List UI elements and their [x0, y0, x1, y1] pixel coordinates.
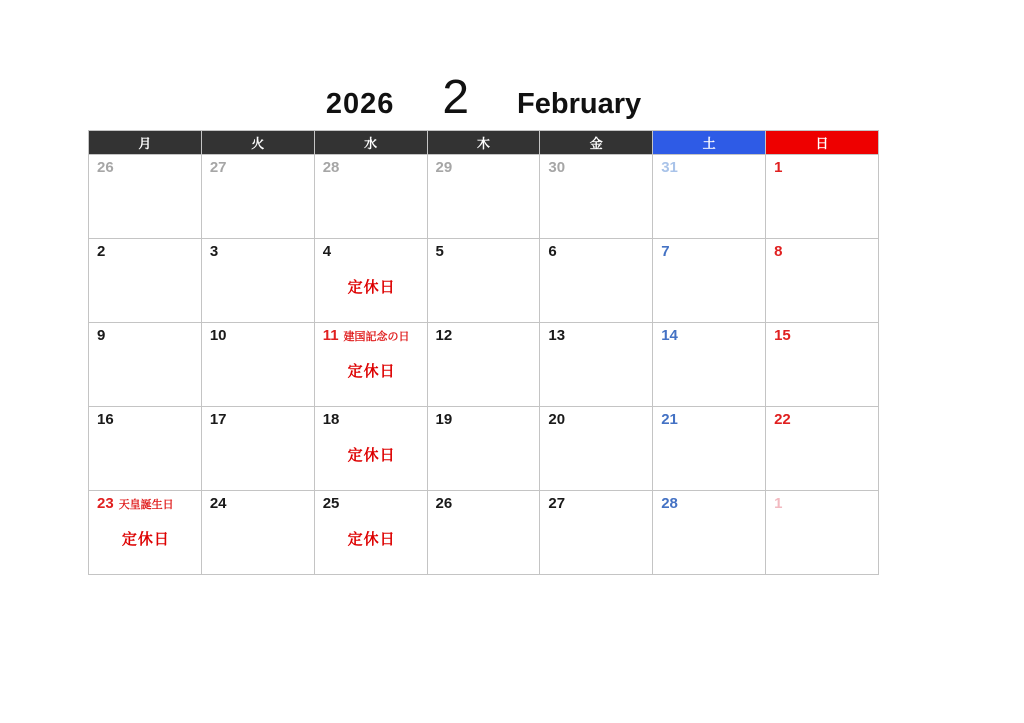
day-cell — [314, 323, 427, 407]
day-cell — [201, 239, 314, 323]
day-cell — [89, 491, 202, 575]
closed-note: 定休日 — [121, 531, 170, 548]
day-number: 7 — [661, 243, 670, 260]
weekday-header-1: 火 — [201, 131, 314, 155]
day-cell — [427, 239, 540, 323]
closed-note: 定休日 — [347, 363, 396, 380]
day-number: 8 — [774, 243, 783, 260]
weekday-header-3: 木 — [427, 131, 540, 155]
day-number: 13 — [548, 327, 566, 344]
weekday-header-5: 土 — [653, 131, 766, 155]
weekday-header-row — [89, 131, 879, 155]
day-cell — [766, 323, 879, 407]
day-cell — [89, 239, 202, 323]
day-cell — [427, 155, 540, 239]
day-cell — [314, 491, 427, 575]
day-number: 11 — [322, 327, 339, 344]
day-number: 16 — [97, 411, 114, 428]
day-number: 25 — [322, 495, 340, 512]
closed-note: 定休日 — [347, 279, 396, 296]
day-cell — [314, 407, 427, 491]
day-number: 20 — [548, 411, 566, 428]
day-cell — [766, 239, 879, 323]
day-number: 30 — [548, 159, 566, 176]
day-number: 24 — [209, 495, 227, 512]
day-cell — [653, 155, 766, 239]
weekday-header-6: 日 — [766, 131, 879, 155]
holiday-label: 天皇誕生日 — [118, 499, 174, 511]
day-cell — [653, 491, 766, 575]
day-number: 31 — [661, 159, 678, 176]
day-number: 21 — [661, 411, 678, 428]
day-number: 2 — [97, 243, 106, 260]
day-cell — [766, 407, 879, 491]
day-number: 1 — [774, 159, 783, 176]
day-cell — [427, 491, 540, 575]
day-cell — [314, 239, 427, 323]
calendar-week-row — [89, 491, 879, 575]
day-cell — [201, 491, 314, 575]
calendar-title — [88, 70, 879, 126]
day-number: 17 — [209, 411, 227, 428]
calendar-table — [88, 130, 879, 575]
day-cell — [89, 323, 202, 407]
day-number: 29 — [435, 159, 453, 176]
day-cell — [201, 323, 314, 407]
calendar-body — [89, 155, 879, 575]
title-month-name: February — [517, 88, 642, 120]
day-number: 6 — [548, 243, 557, 260]
day-cell — [653, 239, 766, 323]
day-number: 4 — [322, 243, 332, 260]
day-number: 27 — [209, 159, 227, 176]
day-number: 5 — [435, 243, 444, 260]
day-cell — [314, 155, 427, 239]
day-number: 3 — [209, 243, 219, 260]
day-cell — [540, 323, 653, 407]
day-number: 28 — [661, 495, 678, 512]
holiday-label: 建国記念の日 — [343, 331, 410, 343]
weekday-header-4: 金 — [540, 131, 653, 155]
day-cell — [540, 239, 653, 323]
title-year: 2026 — [325, 88, 395, 120]
weekday-header-0: 月 — [89, 131, 202, 155]
day-cell — [766, 491, 879, 575]
day-number: 18 — [322, 411, 340, 428]
day-number: 22 — [774, 411, 791, 428]
day-cell — [201, 407, 314, 491]
closed-note: 定休日 — [347, 447, 396, 464]
day-cell — [89, 155, 202, 239]
closed-note: 定休日 — [347, 531, 396, 548]
day-number: 10 — [209, 327, 227, 344]
weekday-header-2: 水 — [314, 131, 427, 155]
day-cell — [653, 323, 766, 407]
day-number: 9 — [97, 327, 106, 344]
day-number: 27 — [548, 495, 566, 512]
day-number: 26 — [97, 159, 114, 176]
day-number: 14 — [661, 327, 678, 344]
day-cell — [766, 155, 879, 239]
calendar-week-row — [89, 323, 879, 407]
calendar-week-row — [89, 155, 879, 239]
calendar-week-row — [89, 407, 879, 491]
day-cell — [540, 155, 653, 239]
day-number: 23 — [97, 495, 114, 512]
day-cell — [89, 407, 202, 491]
day-number: 26 — [435, 495, 453, 512]
day-number: 1 — [774, 495, 783, 512]
day-cell — [540, 491, 653, 575]
day-number: 15 — [774, 327, 791, 344]
day-cell — [653, 407, 766, 491]
day-cell — [427, 323, 540, 407]
calendar-week-row — [89, 239, 879, 323]
day-number: 19 — [435, 411, 453, 428]
title-month-number: 2 — [442, 71, 470, 124]
day-cell — [540, 407, 653, 491]
day-cell — [427, 407, 540, 491]
day-number: 12 — [435, 327, 453, 344]
day-cell — [201, 155, 314, 239]
day-number: 28 — [322, 159, 340, 176]
